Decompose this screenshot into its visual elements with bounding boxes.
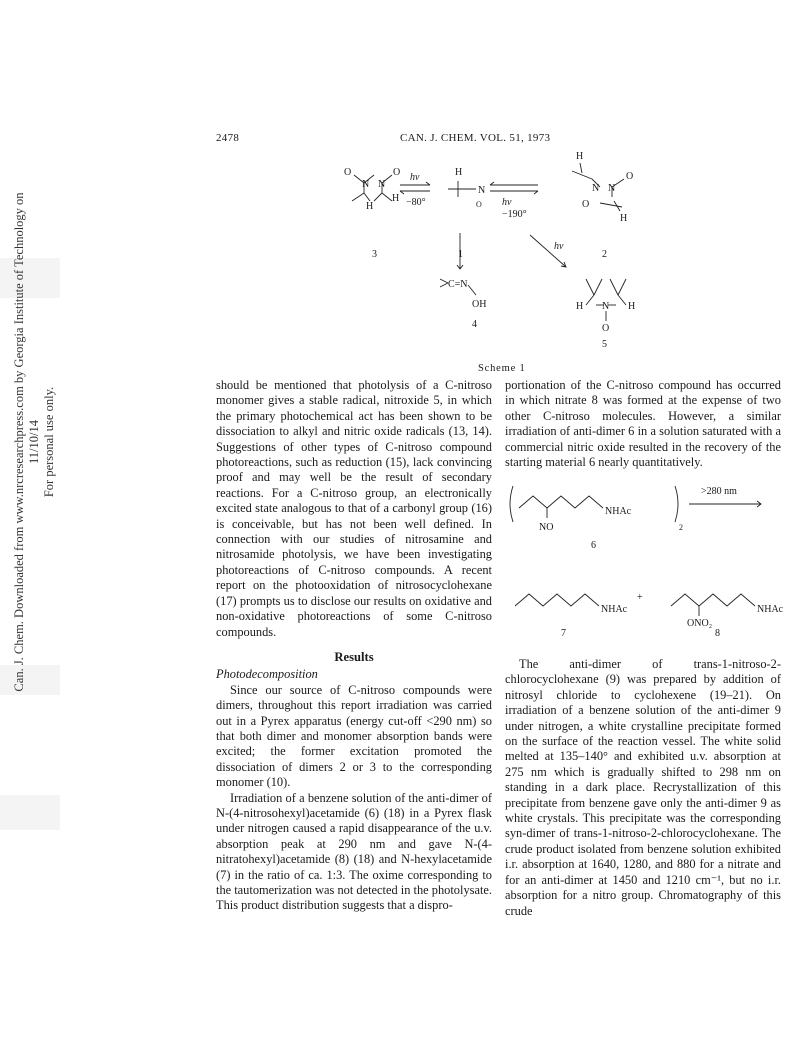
atom-ONO2: ONO₂ [687,618,713,629]
compound-1-label: 1 [458,249,463,260]
atom-O: O [393,167,401,178]
atom-OH: OH [472,299,487,310]
page-number: 2478 [216,132,240,144]
temp-condition: −190° [502,209,527,220]
hv-condition: hν [554,241,564,252]
dimer-subscript: 2 [679,523,683,532]
scheme-caption: Scheme 1 [478,363,526,374]
scan-smudge [0,795,60,830]
atom-NHAc: NHAc [601,604,628,615]
download-sidebar [12,182,56,702]
compound-6-label: 6 [591,540,596,551]
temp-condition: −80° [406,197,426,208]
atom-N: N [592,183,600,194]
atom-H: H [576,301,584,312]
section-title: Results [334,649,374,664]
left-column [216,378,492,914]
compound-2-label: 2 [602,249,607,260]
reaction-6-figure [505,478,791,638]
hv-condition: hν [502,197,512,208]
atom-H: H [392,193,400,204]
plus-sign: + [637,592,643,603]
atom-CN: C=N [448,279,468,290]
atom-O: O [476,200,482,209]
left-paragraph-3: Irradiation of a benzene solution of the anti-dimer of N-(4-nitrosohexyl)acetamide (6) (18) in a Pyrex flask under nitrogen caused a rapid disappearance of the u.v. absorption peak at 290 nm and gave N-(4-nitratohexyl)acetamide (8) (18) and N-hexylacetamide (7) in the ratio of ca. 1:3. The oxime corresponding to the tautomerization was not detected in the photolysate. This product distribution suggests that a dispro- [216,790,492,913]
atom-O: O [344,167,352,178]
journal-header: CAN. J. CHEM. VOL. 51, 1973 [400,132,551,144]
atom-H: H [455,167,463,178]
personal-use-line: For personal use only. [42,386,56,498]
atom-O: O [582,199,590,210]
atom-O: O [602,323,610,334]
atom-N: N [362,179,370,190]
right-column-bottom [505,657,781,919]
atom-N: N [608,183,616,194]
right-paragraph-2: The anti-dimer of trans-1-nitroso-2-chlorocyclohexane (9) was prepared by addition of nitrosyl chloride to cyclohexene (19–21). On irradiation of a benzene solution of the anti-dimer 9 under nitrogen, a white crystalline precipitate formed on the surface of the reaction vessel. The white solid melted at 135–140° and exhibited u.v. absorption at 275 nm which is gradually shifted to 298 nm on standing in a dark place. Recrystallization of this precipitate from benzene gave only the anti-dimer 9 as white crystals. This precipitate was the corresponding syn-dimer of trans-1-nitroso-2-chlorocyclohexane. The crude product isolated from benzene solution exhibited i.r. absorption at 1640, 1280, and 880 for a nitrate and for an anti-dimer at 1450 and 1210 cm⁻¹, but no i.r. absorption for a nitro group. Chromatography of this crude [505,657,781,918]
atom-N: N [602,301,610,312]
atom-H: H [628,301,636,312]
download-line: Can. J. Chem. Downloaded from www.nrcresearchpress.com by Georgia Institute of Technology on 11/10/14 [12,192,41,692]
hv-condition: hν [410,172,420,183]
subsection-title: Photodecomposition [216,667,318,682]
compound-7-label: 7 [561,628,566,638]
atom-H: H [366,201,374,212]
left-paragraph-2: Since our source of C-nitroso compounds were dimers, throughout this report irradiation was carried out in a Pyrex apparatus (energy cut-off <290 nm) so that both dimer and monomer absorption bands were excited; the former excitation promoted the dissociation of dimers 2 or 3 to the corresponding monomer (10). [216,682,492,790]
atom-NHAc: NHAc [757,604,784,615]
compound-5-label: 5 [602,339,607,350]
atom-NO: NO [539,522,554,533]
atom-H: H [620,213,628,224]
atom-NHAc: NHAc [605,506,632,517]
left-paragraph-1: should be mentioned that photolysis of a C-nitroso monomer gives a stable radical, nitroxide 5, in which the primary photochemical act has been shown to be dissociation to alkyl and nitric oxide radicals (13, 14). Suggestions of other types of C-nitroso compound photoreactions, such as reduction (15), lack convincing proof and may well be the result of secondary reactions. For a C-nitroso group, an electronically excited state analogous to that of a carbonyl group (16) is conceivable, but has not been well defined. In connection with our studies of nitrosamine and nitrosamide photolysis, we have been investigating photoreactions of C-nitroso compounds. A recent report on the photooxidation of nitrosocyclohexane (17) prompts us to disclose our results on oxidative and non-oxidative photoreactions of some C-nitroso compounds. [216,378,492,639]
atom-N: N [378,179,386,190]
compound-8-label: 8 [715,628,720,638]
wavelength-condition: >280 nm [701,486,737,497]
atom-H: H [576,151,584,162]
compound-4-label: 4 [472,319,477,330]
right-paragraph-1: portionation of the C-nitroso compound has occurred in which nitrate 8 was formed at the expense of two other C-nitroso molecules. However, a similar irradiation of anti-dimer 6 in a solution saturated with a commercial nitric oxide resulted in the recovery of the starting material 6 nearly quantitatively. [505,378,781,470]
atom-N: N [478,185,486,196]
atom-O: O [626,171,634,182]
compound-3-label: 3 [372,249,377,260]
right-column-top [505,378,781,470]
scheme-1-figure [330,145,650,377]
